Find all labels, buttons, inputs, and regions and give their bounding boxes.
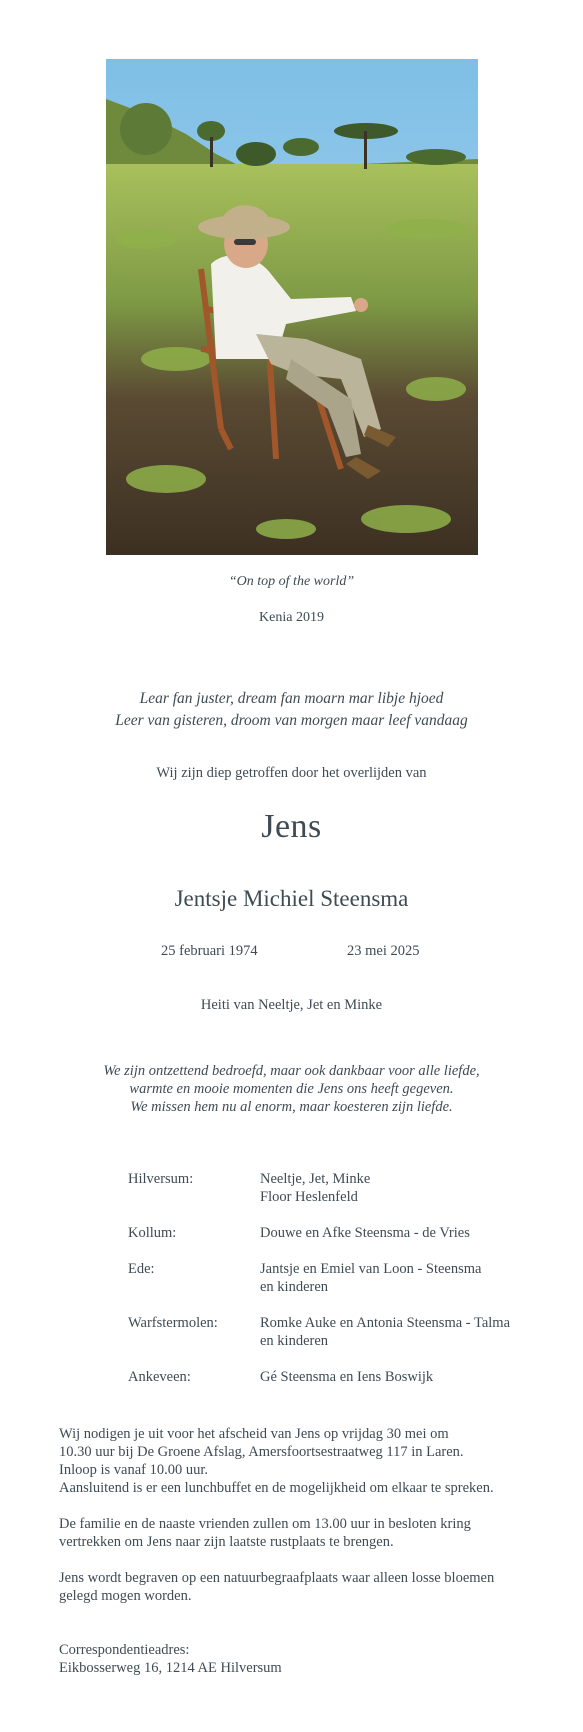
family-name-line: Romke Auke en Antonia Steensma - Talma xyxy=(260,1315,511,1331)
birth-date: 25 februari 1974 xyxy=(161,943,258,959)
invitation-line: gelegd mogen worden. xyxy=(59,1588,192,1604)
relation-line: Heiti van Neeltje, Jet en Minke xyxy=(200,997,383,1013)
death-date: 23 mei 2025 xyxy=(347,943,420,959)
family-name-line: Neeltje, Jet, Minke xyxy=(260,1171,371,1187)
invitation xyxy=(59,1425,559,1623)
family-name-line: Floor Heslenfeld xyxy=(260,1189,358,1205)
photo-illustration xyxy=(106,59,478,555)
family-names xyxy=(260,1260,568,1296)
family-name-line: en kinderen xyxy=(260,1279,329,1295)
tribute xyxy=(0,1062,583,1116)
invitation-line: Aansluitend is er een lunchbuffet en de mogelijkheid om elkaar te spreken. xyxy=(59,1480,494,1496)
family-row xyxy=(128,1260,568,1296)
family-row xyxy=(128,1314,568,1350)
motto xyxy=(0,688,583,732)
family-name-line: Jantsje en Emiel van Loon - Steensma xyxy=(260,1261,482,1277)
invitation-line: De familie en de naaste vrienden zullen om 13.00 uur in besloten kring xyxy=(59,1516,471,1532)
family-row xyxy=(128,1170,568,1206)
family-name-line: en kinderen xyxy=(260,1333,329,1349)
invitation-line: Jens wordt begraven op een natuurbegraafplaats waar alleen losse bloemen xyxy=(59,1570,495,1586)
photo-caption-place: Kenia 2019 xyxy=(259,610,324,625)
tribute-line: We missen hem nu al enorm, maar koesteren zijn liefde. xyxy=(130,1099,453,1115)
family-place: Ede: xyxy=(128,1261,155,1277)
family-row xyxy=(128,1368,568,1386)
family-place: Hilversum: xyxy=(128,1171,194,1187)
announcement-intro: Wij zijn diep getroffen door het overlijden van xyxy=(156,765,427,781)
family-place: Kollum: xyxy=(128,1225,177,1241)
invitation-line: Wij nodigen je uit voor het afscheid van Jens op vrijdag 30 mei om xyxy=(59,1426,449,1442)
family-name-line: Gé Steensma en Iens Boswijk xyxy=(260,1369,434,1385)
motto-dutch: Leer van gisteren, droom van morgen maar leef vandaag xyxy=(115,712,468,729)
correspondence-address-line: Eikbosserweg 16, 1214 AE Hilversum xyxy=(59,1660,282,1676)
invitation-line: 10.30 uur bij De Groene Afslag, Amersfoortsestraatweg 117 in Laren. xyxy=(59,1444,464,1460)
correspondence-label: Correspondentieadres: xyxy=(59,1642,190,1658)
family-names xyxy=(260,1170,568,1206)
family-name-line: Douwe en Afke Steensma - de Vries xyxy=(260,1225,470,1241)
family-list xyxy=(128,1170,568,1404)
family-names xyxy=(260,1368,568,1386)
portrait-photo xyxy=(106,59,478,555)
family-place: Ankeveen: xyxy=(128,1369,191,1385)
invitation-line: vertrekken om Jens naar zijn laatste rustplaats te brengen. xyxy=(59,1534,394,1550)
family-names xyxy=(260,1314,568,1350)
family-place: Warfstermolen: xyxy=(128,1315,218,1331)
tribute-line: warmte en mooie momenten die Jens ons heeft gegeven. xyxy=(129,1081,454,1097)
motto-frisian: Lear fan juster, dream fan moarn mar libje hjoed xyxy=(139,690,444,707)
full-name: Jentsje Michiel Steensma xyxy=(174,886,409,911)
tribute-line: We zijn ontzettend bedroefd, maar ook dankbaar voor alle liefde, xyxy=(103,1063,480,1079)
invitation-paragraph xyxy=(59,1569,559,1605)
correspondence-address xyxy=(59,1641,559,1677)
photo-caption-quote: “On top of the world” xyxy=(228,574,355,589)
family-row xyxy=(128,1224,568,1242)
invitation-paragraph xyxy=(59,1425,559,1497)
family-names xyxy=(260,1224,568,1242)
invitation-paragraph xyxy=(59,1515,559,1551)
invitation-line: Inloop is vanaf 10.00 uur. xyxy=(59,1462,209,1478)
first-name: Jens xyxy=(261,808,322,845)
